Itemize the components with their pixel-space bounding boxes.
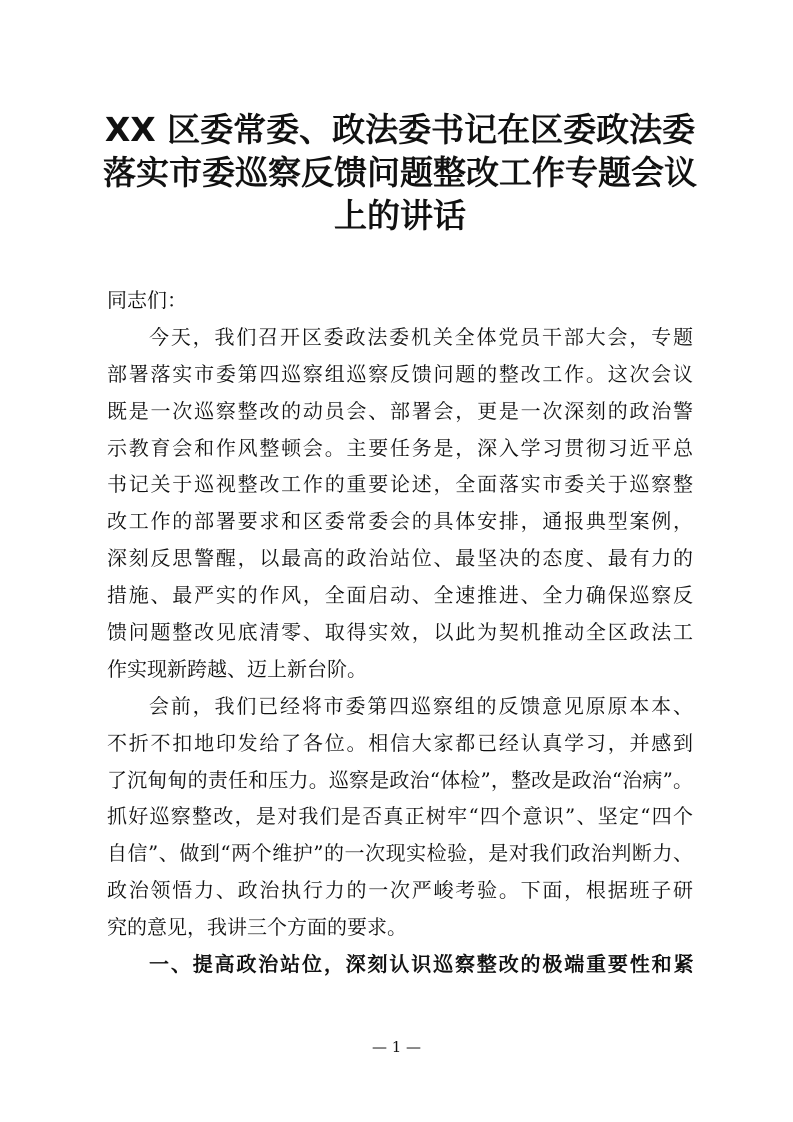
paragraph-line: 部署落实市委第四巡察组巡察反馈问题的整改工作。这次会议 bbox=[107, 361, 693, 386]
paragraph-line: 馈问题整改见底清零、取得实效，以此为契机推动全区政法工 bbox=[107, 620, 693, 645]
paragraph-line: 了沉甸甸的责任和压力。巡察是政治“体检”，整改是政治“治病”。 bbox=[107, 767, 693, 792]
salutation: 同志们： bbox=[107, 288, 187, 312]
paragraph-2 bbox=[107, 688, 693, 946]
paragraph-line: 书记关于巡视整改工作的重要论述，全面落实市委关于巡察整 bbox=[107, 472, 693, 497]
paragraph-line: 改工作的部署要求和区委常委会的具体安排，通报典型案例， bbox=[107, 509, 693, 534]
paragraph-line: 自信”、做到“两个维护”的一次现实检验，是对我们政治判断力、 bbox=[107, 841, 693, 866]
paragraph-line: 作实现新跨越、迈上新台阶。 bbox=[107, 656, 367, 681]
page-number: — 1 — bbox=[371, 1038, 422, 1056]
paragraph-line: 今天，我们召开区委政法委机关全体党员干部大会，专题 bbox=[149, 324, 693, 349]
paragraph-line: 深刻反思警醒，以最高的政治站位、最坚决的态度、最有力的 bbox=[107, 546, 693, 571]
title-line: 上的讲话 bbox=[334, 196, 466, 235]
paragraph-line: 抓好巡察整改，是对我们是否真正树牢“四个意识”、坚定“四个 bbox=[107, 804, 693, 829]
paragraph-line: 政治领悟力、政治执行力的一次严峻考验。下面，根据班子研 bbox=[107, 878, 693, 903]
paragraph-line: 究的意见，我讲三个方面的要求。 bbox=[107, 915, 407, 940]
paragraph-line: 措施、最严实的作风，全面启动、全速推进、全力确保巡察反 bbox=[107, 583, 693, 608]
paragraph-line: 不折不扣地印发给了各位。相信大家都已经认真学习，并感到 bbox=[107, 730, 693, 755]
section-heading: 一、提高政治站位，深刻认识巡察整改的极端重要性和紧 bbox=[149, 952, 693, 977]
document-title bbox=[100, 108, 700, 237]
paragraph-1 bbox=[107, 319, 693, 688]
title-line: 落实市委巡察反馈问题整改工作专题会议 bbox=[103, 153, 697, 192]
paragraph-line: 既是一次巡察整改的动员会、部署会，更是一次深刻的政治警 bbox=[107, 398, 693, 423]
paragraph-line: 示教育会和作风整顿会。主要任务是，深入学习贯彻习近平总 bbox=[107, 435, 693, 460]
paragraph-line: 会前，我们已经将市委第四巡察组的反馈意见原原本本、 bbox=[149, 693, 693, 718]
title-line: XX 区委常委、政法委书记在区委政法委 bbox=[104, 110, 696, 149]
document-body bbox=[107, 282, 693, 983]
